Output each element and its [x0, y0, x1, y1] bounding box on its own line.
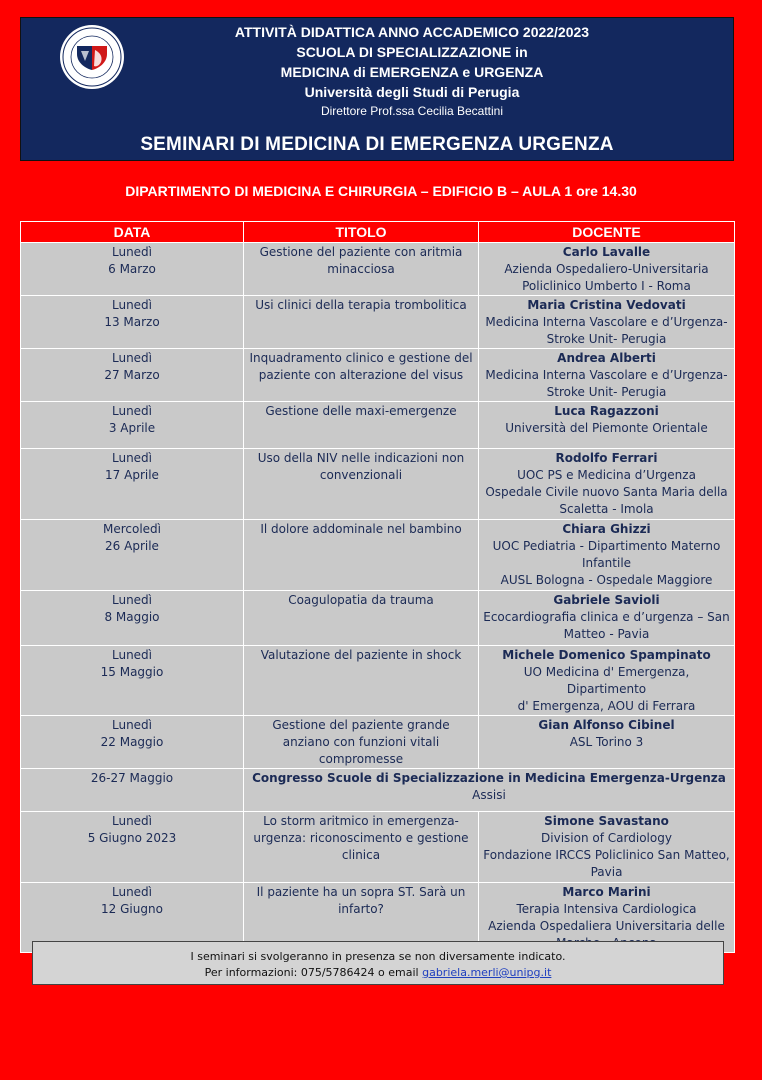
docente-affiliation: AUSL Bologna - Ospedale Maggiore — [500, 573, 713, 587]
docente-cell — [479, 646, 735, 716]
docente-name: Andrea Alberti — [557, 351, 656, 365]
docente-affiliation: Policlinico Umberto I - Roma — [522, 279, 691, 293]
date-text: 5 Giugno 2023 — [87, 831, 177, 845]
docente-name: Luca Ragazzoni — [554, 404, 659, 418]
date-text: Lunedì — [111, 451, 153, 465]
date-cell — [21, 716, 244, 769]
column-header-docente: DOCENTE — [479, 222, 735, 243]
docente-affiliation: Scaletta - Imola — [559, 502, 654, 516]
docente-cell — [479, 296, 735, 349]
header-line-4: Università degli Studi di Perugia — [304, 84, 520, 100]
docente-affiliation: Azienda Ospedaliero-Universitaria — [504, 262, 709, 276]
director-line: Direttore Prof.ssa Cecilia Becattini — [320, 104, 504, 118]
docente-affiliation: Azienda Ospedaliera Universitaria delle — [488, 919, 725, 933]
docente-cell — [479, 243, 735, 296]
docente-cell — [479, 591, 735, 646]
docente-cell — [479, 716, 735, 769]
docente-cell — [479, 449, 735, 520]
seminar-title-cell: Coagulopatia da trauma — [244, 591, 479, 646]
docente-name: Carlo Lavalle — [562, 245, 651, 259]
date-text: 15 Maggio — [100, 665, 164, 679]
table-row — [21, 769, 735, 812]
docente-cell — [479, 520, 735, 591]
table-body — [21, 243, 735, 953]
table-row — [21, 296, 735, 349]
date-text: 22 Maggio — [100, 735, 164, 749]
docente-affiliation: Stroke Unit- Perugia — [546, 385, 667, 399]
header-line-1: ATTIVITÀ DIDATTICA ANNO ACCADEMICO 2022/2023 — [234, 24, 590, 40]
docente-name: Michele Domenico Spampinato — [502, 648, 711, 662]
docente-affiliation: UO Medicina d' Emergenza, Dipartimento — [523, 665, 690, 696]
date-cell — [21, 449, 244, 520]
docente-name: Marco Marini — [562, 885, 651, 899]
congress-title: Congresso Scuole di Specializzazione in Medicina Emergenza-Urgenza — [252, 771, 726, 785]
docente-affiliation: Infantile — [581, 556, 632, 570]
table-row — [21, 646, 735, 716]
congress-place: Assisi — [472, 788, 506, 802]
date-text: 26 Aprile — [105, 539, 159, 553]
docente-affiliation: UOC PS e Medicina d’Urgenza — [517, 468, 696, 482]
date-text: Lunedì — [111, 593, 153, 607]
date-text: Lunedì — [111, 814, 153, 828]
docente-affiliation: Terapia Intensiva Cardiologica — [516, 902, 697, 916]
table-row — [21, 812, 735, 883]
docente-affiliation: Matteo - Pavia — [563, 627, 650, 641]
docente-name: Maria Cristina Vedovati — [527, 298, 686, 312]
date-text: Lunedì — [111, 404, 153, 418]
docente-affiliation: UOC Pediatria - Dipartimento Materno — [492, 539, 721, 553]
date-text: Lunedì — [111, 718, 153, 732]
docente-name: Simone Savastano — [544, 814, 669, 828]
table-header-row — [21, 222, 735, 243]
date-cell — [21, 243, 244, 296]
header-line-2: SCUOLA DI SPECIALIZZAZIONE in — [296, 44, 528, 60]
seminar-title-cell: Usi clinici della terapia trombolitica — [244, 296, 479, 349]
seminar-title-cell: Il paziente ha un sopra ST. Sarà un infarto? — [244, 883, 479, 953]
date-cell — [21, 591, 244, 646]
info-footer — [32, 941, 724, 985]
seminar-title-cell: Valutazione del paziente in shock — [244, 646, 479, 716]
docente-affiliation: Medicina Interna Vascolare e d’Urgenza- — [485, 368, 728, 382]
date-text: Mercoledì — [102, 522, 161, 536]
page-title: SEMINARI DI MEDICINA DI EMERGENZA URGENZA — [140, 134, 614, 155]
seminar-title-cell: Uso della NIV nelle indicazioni non convenzionali — [244, 449, 479, 520]
seminar-title-cell: Gestione del paziente grande anziano con funzioni vitali compromesse — [244, 716, 479, 769]
email-link[interactable]: gabriela.merli@unipg.it — [422, 966, 552, 979]
date-text: Lunedì — [111, 298, 153, 312]
docente-affiliation: Ospedale Civile nuovo Santa Maria della — [485, 485, 728, 499]
docente-affiliation: Università del Piemonte Orientale — [505, 421, 708, 435]
header-banner — [20, 17, 734, 161]
docente-name: Rodolfo Ferrari — [555, 451, 658, 465]
docente-cell — [479, 402, 735, 449]
footer-note: I seminari si svolgeranno in presenza se non diversamente indicato. — [190, 950, 566, 963]
date-cell — [21, 402, 244, 449]
seminar-title-cell: Il dolore addominale nel bambino — [244, 520, 479, 591]
docente-affiliation: Ecocardiografia clinica e d’urgenza – San — [483, 610, 730, 624]
date-text: 13 Marzo — [104, 315, 160, 329]
table-row — [21, 591, 735, 646]
congress-cell — [244, 769, 735, 812]
docente-cell — [479, 349, 735, 402]
docente-affiliation: Medicina Interna Vascolare e d’Urgenza- — [485, 315, 728, 329]
table-row — [21, 449, 735, 520]
date-text: 3 Aprile — [108, 421, 156, 435]
date-text: Lunedì — [111, 245, 153, 259]
docente-name: Gabriele Savioli — [553, 593, 660, 607]
table-row — [21, 520, 735, 591]
date-cell — [21, 520, 244, 591]
date-text: Lunedì — [111, 648, 153, 662]
date-cell — [21, 812, 244, 883]
venue-line: DIPARTIMENTO DI MEDICINA E CHIRURGIA – EDIFICIO B – AULA 1 ore 14.30 — [125, 183, 637, 199]
table-row — [21, 402, 735, 449]
seminar-title-cell: Gestione delle maxi-emergenze — [244, 402, 479, 449]
date-cell — [21, 349, 244, 402]
date-text: 8 Maggio — [104, 610, 160, 624]
date-text: 12 Giugno — [101, 902, 163, 916]
date-cell — [21, 296, 244, 349]
university-seal-logo — [59, 24, 125, 90]
date-text: 27 Marzo — [104, 368, 160, 382]
date-text: Lunedì — [111, 351, 153, 365]
footer-contact-text: Per informazioni: 075/5786424 o email — [204, 966, 423, 979]
docente-affiliation: d' Emergenza, AOU di Ferrara — [517, 699, 696, 713]
docente-affiliation: Division of Cardiology — [541, 831, 672, 845]
date-text: 26-27 Maggio — [90, 771, 174, 785]
header-line-3: MEDICINA di EMERGENZA e URGENZA — [280, 64, 544, 80]
date-text: 17 Aprile — [105, 468, 159, 482]
date-cell — [21, 646, 244, 716]
docente-cell — [479, 812, 735, 883]
column-header-titolo: TITOLO — [244, 222, 479, 243]
docente-affiliation: Fondazione IRCCS Policlinico San Matteo, — [483, 848, 730, 862]
seminar-title-cell: Gestione del paziente con aritmia minacciosa — [244, 243, 479, 296]
docente-affiliation: Stroke Unit- Perugia — [546, 332, 667, 346]
docente-affiliation: ASL Torino 3 — [569, 735, 644, 749]
footer-contact — [33, 965, 723, 981]
seminar-title-cell: Lo storm aritmico in emergenza-urgenza: riconoscimento e gestione clinica — [244, 812, 479, 883]
docente-name: Chiara Ghizzi — [562, 522, 651, 536]
table-row — [21, 716, 735, 769]
date-text: 6 Marzo — [108, 262, 156, 276]
column-header-data: DATA — [21, 222, 244, 243]
docente-name: Gian Alfonso Cibinel — [538, 718, 675, 732]
date-cell — [21, 769, 244, 812]
date-text: Lunedì — [111, 885, 153, 899]
table-row — [21, 349, 735, 402]
seminar-schedule-table — [20, 221, 735, 953]
seminar-title-cell: Inquadramento clinico e gestione del paziente con alterazione del visus — [244, 349, 479, 402]
docente-affiliation: Pavia — [590, 865, 623, 879]
table-row — [21, 243, 735, 296]
